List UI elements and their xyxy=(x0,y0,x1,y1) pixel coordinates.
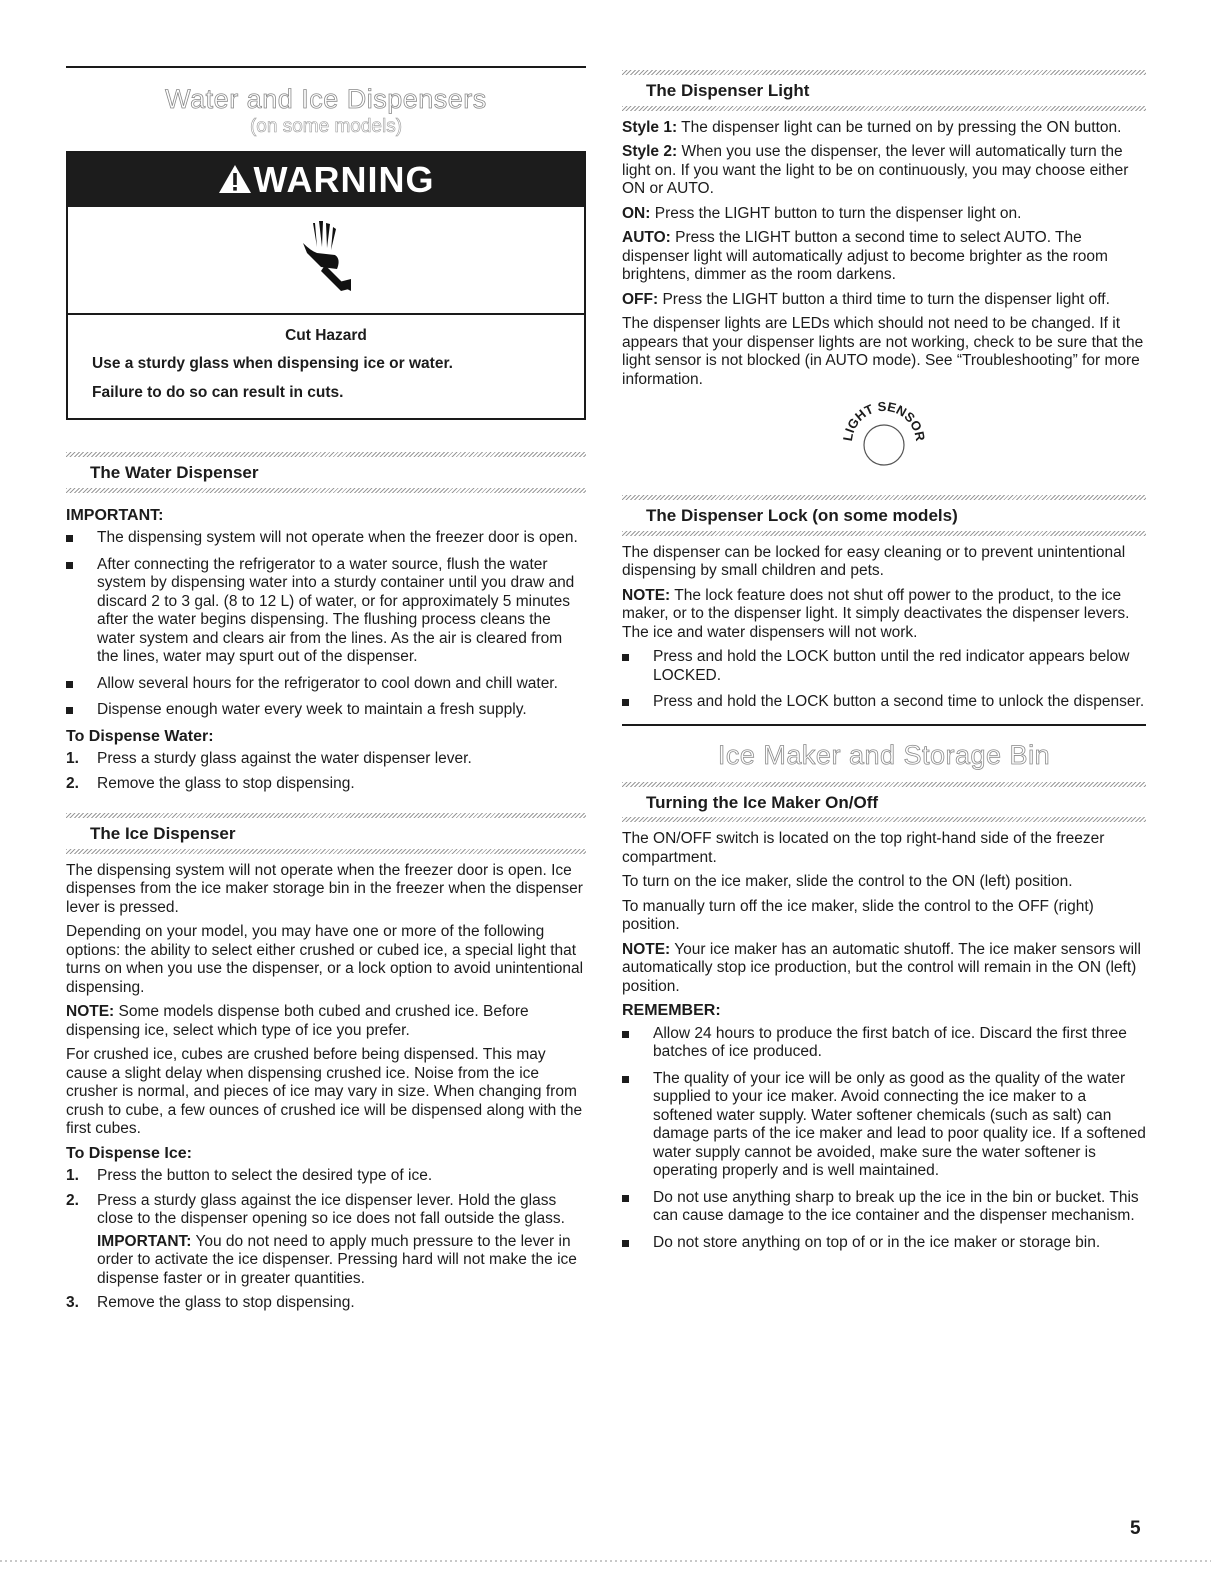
ice-note: NOTE: Some models dispense both cubed and crushed ice. Before dispensing ice, select which type of ice you prefer. xyxy=(66,1003,529,1039)
lock-note: NOTE: The lock feature does not shut off power to the product, to the ice maker, or to the dispenser light. It simply deactivates the dispenser levers. The ice and water dispensers will not work. xyxy=(622,586,1130,641)
list-item: The dispensing system will not operate when the freezer door is open. xyxy=(66,529,586,548)
ice-maker-on-off-heading: Turning the Ice Maker On/Off xyxy=(622,782,1146,821)
bottom-border xyxy=(0,1560,1211,1562)
right-column xyxy=(622,0,1146,1260)
dispenser-light-heading: The Dispenser Light xyxy=(622,70,1146,109)
water-bullets xyxy=(66,529,586,720)
top-rule xyxy=(66,66,586,68)
list-item: 2. Press a sturdy glass against the ice dispenser lever. Hold the glass close to the dispenser opening so ice does not fall outside the glass. IMPORTANT: You do not need to apply much pressure to the lever in order to activate the ice dispenser. Pressing hard will not make the ice dispense faster or in greater quantities. xyxy=(66,1191,577,1287)
remember-bullets xyxy=(622,1025,1146,1253)
ice-paragraph-2: Depending on your model, you may have one or more of the following options: the ability to select either crushed or cubed ice, a special light that turns on when you use the dispenser, or a lock option to avoid unintentional dispensing. xyxy=(66,923,584,996)
remember-label: REMEMBER: xyxy=(622,1002,721,1019)
warning-title: WARNING xyxy=(253,158,435,200)
page-number: 5 xyxy=(1130,1518,1141,1539)
warning-header xyxy=(68,153,584,207)
light-leds-paragraph: The dispenser lights are LEDs which should not need to be changed. If it appears that your dispenser lights are not working, check to be sure that the light sensor is not blocked (in AUTO mode). See “Troubleshooting” for more information. xyxy=(622,315,1144,388)
light-off: OFF: Press the LIGHT button a third time to turn the dispenser light off. xyxy=(622,290,1110,308)
ice-maker-paragraph-3: To manually turn off the ice maker, slide the control to the OFF (right) position. xyxy=(622,897,1094,933)
list-item: Allow 24 hours to produce the first batch of ice. Discard the first three batches of ice produced. xyxy=(622,1025,1146,1062)
ice-dispenser-heading: The Ice Dispenser xyxy=(66,813,586,852)
warning-line-2: Failure to do so can result in cuts. xyxy=(92,383,344,401)
list-item: 1. Press the button to select the desired type of ice. xyxy=(66,1167,433,1184)
warning-line-1: Use a sturdy glass when dispensing ice or water. xyxy=(92,355,453,372)
list-item: Dispense enough water every week to maintain a fresh supply. xyxy=(66,701,586,720)
dispenser-lock-heading: The Dispenser Lock (on some models) xyxy=(622,495,1146,534)
dispense-water-label: To Dispense Water: xyxy=(66,727,214,745)
light-style-2: Style 2: When you use the dispenser, the lever will automatically turn the light on. If you want the light to be on continuously, you may choose either ON or AUTO. xyxy=(622,143,1129,197)
left-column xyxy=(66,0,586,1319)
ice-maker-paragraph-1: The ON/OFF switch is located on the top right-hand side of the freezer compartment. xyxy=(622,830,1105,866)
warning-body xyxy=(68,315,584,419)
cut-hand-icon xyxy=(281,217,371,303)
section-subtitle: (on some models) xyxy=(249,116,403,137)
light-on: ON: Press the LIGHT button to turn the dispenser light on. xyxy=(622,204,1022,222)
light-sensor-figure xyxy=(622,399,1146,469)
list-item: Do not store anything on top of or in the ice maker or storage bin. xyxy=(622,1234,1146,1253)
warning-triangle-icon xyxy=(218,155,252,209)
list-item: 2. Remove the glass to stop dispensing. xyxy=(66,774,355,792)
ice-maker-section-title: Ice Maker and Storage Bin xyxy=(717,739,1051,770)
list-item: The quality of your ice will be only as good as the quality of the water supplied to your ice maker. Avoid connecting the ice maker to a softened water supply. Water softener chemicals (such as salt) can damage parts of the ice maker and lead to poor quality ice. If a softened water supply cannot be avoided, make sure the water softener is operating properly and is well maintained. xyxy=(622,1070,1146,1181)
light-style-1: Style 1: The dispenser light can be turned on by pressing the ON button. xyxy=(622,118,1122,136)
svg-text:LIGHT SENSOR: LIGHT SENSOR xyxy=(839,399,929,443)
list-item: Press and hold the LOCK button until the red indicator appears below LOCKED. xyxy=(622,648,1146,685)
water-important-label: IMPORTANT: xyxy=(66,506,164,524)
list-item: Allow several hours for the refrigerator to cool down and chill water. xyxy=(66,675,586,694)
warning-box xyxy=(66,151,586,421)
water-steps xyxy=(66,750,586,793)
dispense-ice-label: To Dispense Ice: xyxy=(66,1144,192,1162)
light-sensor-icon xyxy=(834,399,934,469)
list-item: 3. Remove the glass to stop dispensing. xyxy=(66,1294,355,1311)
ice-paragraph-1: The dispensing system will not operate when the freezer door is open. Ice dispenses from the ice maker storage bin in the freezer when the dispenser lever is pressed. xyxy=(66,861,583,916)
lock-bullets xyxy=(622,648,1146,712)
warning-icon-row xyxy=(68,207,584,315)
hazard-name: Cut Hazard xyxy=(285,326,367,344)
ice-maker-rule xyxy=(622,724,1146,726)
lock-paragraph: The dispenser can be locked for easy cleaning or to prevent unintentional dispensing by small children and pets. xyxy=(622,543,1126,579)
list-item: 1. Press a sturdy glass against the water dispenser lever. xyxy=(66,750,472,767)
ice-maker-paragraph-2: To turn on the ice maker, slide the control to the ON (left) position. xyxy=(622,873,1073,890)
ice-paragraph-3: For crushed ice, cubes are crushed before being dispensed. This may cause a slight delay when dispensing crushed ice. Noise from the ice crusher is normal, and pieces of ice may vary in size. When changing from crush to cube, a few ounces of crushed ice will be dispensed along with the first cubes. xyxy=(66,1046,583,1137)
section-title: Water and Ice Dispensers xyxy=(165,84,487,114)
ice-maker-note: NOTE: Your ice maker has an automatic shutoff. The ice maker sensors will automatically stop ice production, but the control will remain in the ON (left) position. xyxy=(622,940,1141,995)
water-dispenser-heading: The Water Dispenser xyxy=(66,452,586,491)
list-item: After connecting the refrigerator to a water source, flush the water system by dispensing water into a sturdy container until you draw and discard 2 to 3 gal. (8 to 12 L) of water, or for approximately 5 minutes after the water begins dispensing. The flushing process cleans the water system and clears air from the lines. As the air is cleared from the lines, water may spurt out of the dispenser. xyxy=(66,556,586,667)
list-item: Do not use anything sharp to break up the ice in the bin or bucket. This can cause damage to the ice container and the dispenser mechanism. xyxy=(622,1189,1146,1226)
ice-steps xyxy=(66,1167,586,1313)
light-auto: AUTO: Press the LIGHT button a second time to select AUTO. The dispenser light will automatically adjust to become brighter as the room brightens, dimmer as the room darkens. xyxy=(622,229,1108,283)
list-item: Press and hold the LOCK button a second time to unlock the dispenser. xyxy=(622,693,1146,712)
